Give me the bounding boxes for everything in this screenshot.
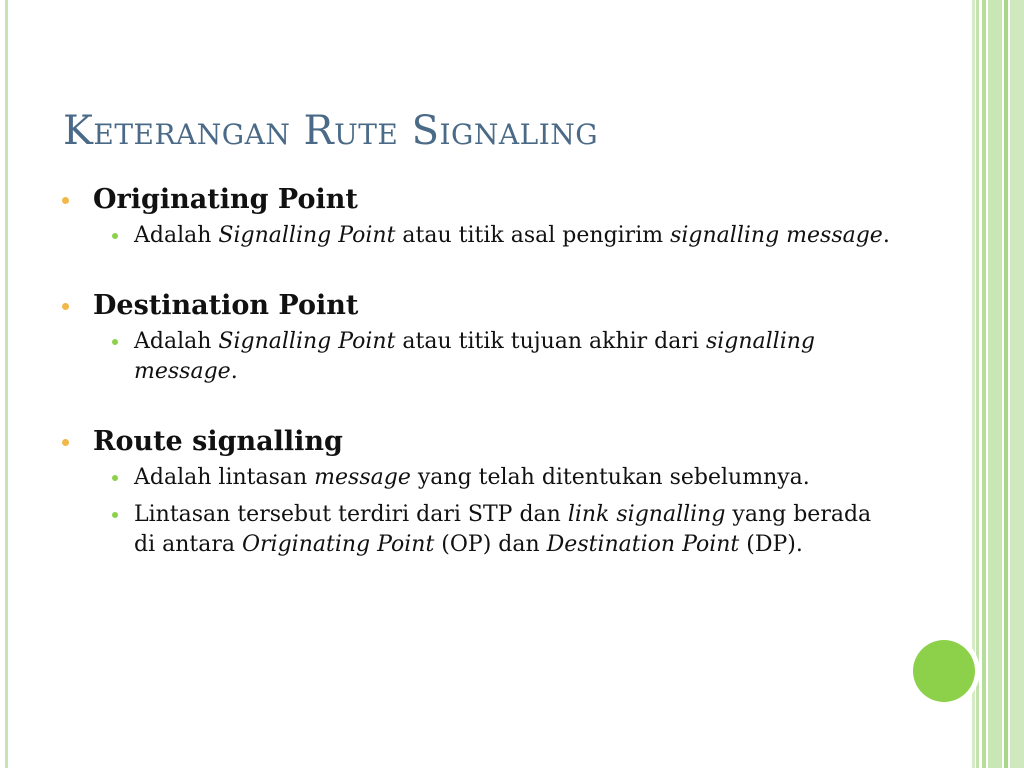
text: atau titik asal pengirim: [395, 223, 671, 248]
sub-bullet: [62, 327, 894, 387]
sub-bullet: [62, 463, 894, 493]
stripe: [1010, 0, 1024, 768]
decorative-stripes: [972, 0, 1024, 768]
italic-text: message: [314, 465, 411, 490]
italic-text: link signalling: [567, 502, 726, 527]
stripe: [972, 0, 975, 768]
text: (OP) dan: [434, 532, 547, 557]
heading-text: Destination Point: [93, 290, 359, 321]
text: Adalah: [134, 329, 219, 354]
sub-bullet: [62, 500, 894, 560]
text: yang berada di antara: [134, 502, 872, 557]
bullet-destination-point: [62, 288, 902, 324]
text: .: [230, 359, 238, 384]
sub-bullet-dot-icon: [112, 475, 118, 481]
sub-bullet: [62, 221, 894, 251]
italic-text: Destination Point: [546, 532, 740, 557]
italic-text: signalling message: [670, 223, 883, 248]
sub-bullet-dot-icon: [112, 512, 118, 518]
stripe: [1004, 0, 1008, 768]
heading-text: Route signalling: [93, 426, 343, 457]
bullet-dot-icon: [62, 197, 69, 204]
decorative-green-circle: [913, 640, 975, 702]
italic-text: signalling message: [134, 329, 815, 384]
text: Lintasan tersebut terdiri dari STP dan: [134, 502, 568, 527]
slide-title: Keterangan Rute Signaling: [63, 108, 599, 154]
bullet-route-signalling: [62, 424, 902, 460]
bullet-dot-icon: [62, 303, 69, 310]
slide-content: [62, 182, 902, 560]
text: (DP).: [739, 532, 803, 557]
text: .: [882, 223, 890, 248]
heading-text: Originating Point: [93, 184, 358, 215]
text: yang telah ditentukan sebelumnya.: [410, 465, 810, 490]
text: Adalah lintasan: [134, 465, 315, 490]
stripe: [982, 0, 986, 768]
italic-text: Signalling Point: [218, 329, 396, 354]
bullet-dot-icon: [62, 439, 69, 446]
sub-bullet-dot-icon: [112, 233, 118, 239]
stripe: [976, 0, 979, 768]
sub-bullet-dot-icon: [112, 339, 118, 345]
stripe: [988, 0, 1002, 768]
left-border: [0, 0, 8, 768]
bullet-originating-point: [62, 182, 902, 218]
italic-text: Signalling Point: [218, 223, 396, 248]
text: Adalah: [134, 223, 219, 248]
text: atau titik tujuan akhir dari: [395, 329, 706, 354]
italic-text: Originating Point: [241, 532, 435, 557]
